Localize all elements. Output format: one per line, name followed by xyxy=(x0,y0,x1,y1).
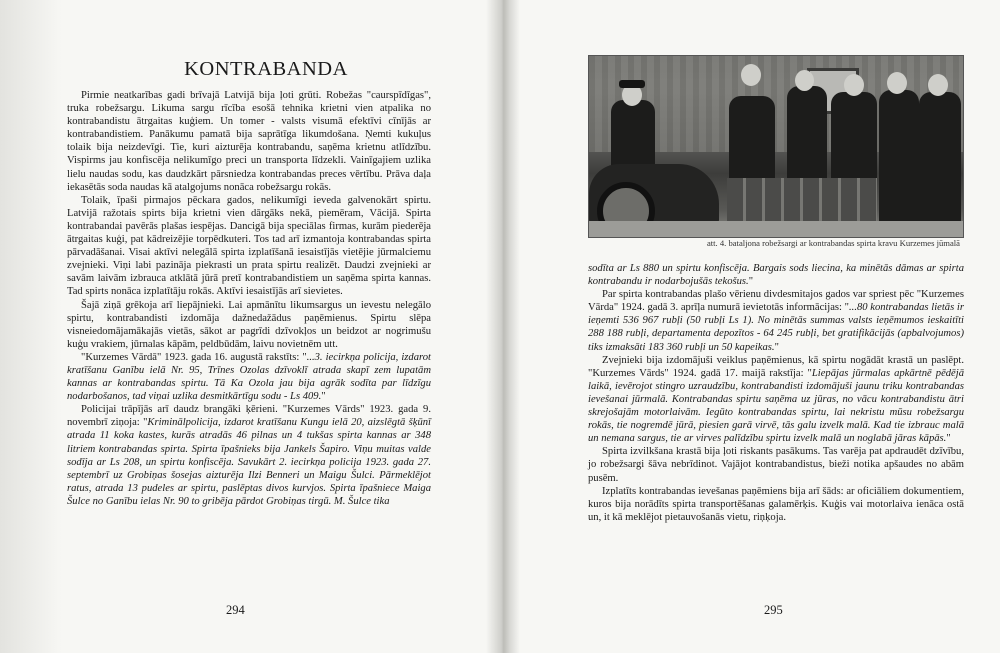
photo-face xyxy=(795,70,814,91)
quoted-newspaper-text: ...80 kontrabandas lietās ir ieņemti 536 967 rubļi (50 rubļi Ls 1). No minētās summas valsts ieņēmumos ieskaitīti 288 188 rubļi, departamenta depozītos - 64 245 rubļi, bet gratifikācijās (apbalvojumos) tiks izmaksāti 183 360 rubļi un 50 kapeikas. xyxy=(588,302,964,353)
paragraph-text: " xyxy=(748,276,754,288)
quoted-newspaper-text: ...3. iecirkņa policija, izdarot kratīšanu Ganību ielā Nr. 95, Trīnes Ozolas dzīvoklī atrada skapī zem lupatām kannas ar kontrabandas spirtu. Tā Ka Ozola jau bija agrāk sodīta par līdzīgu nodarbošanos, tad viņai uzlika desmitkārtīgu sodu - Ls 409. xyxy=(67,351,431,403)
paragraph-text: " xyxy=(774,341,779,353)
book-gutter xyxy=(486,0,520,653)
body-paragraph: Šajā ziņā grēkoja arī liepājnieki. Lai apmānītu likumsargus un ievestu nelegālo spirtu, kontrabandisti izdomāja dažnedažādus paņēmienus. Spirtu slēpa visneiedomājamākajās vietās, sākot ar pagrīdi dzīvokļos un beidzot ar nogrimušu kuģu vrakiem, jūrnalas kāpām, peldbūdām, laivu novietnēm utt. xyxy=(67,299,431,350)
quoted-newspaper-text: sodīta ar Ls 880 un spirtu konfiscēja. Bargais sods liecina, ka minētās dāmas ar spirta kontrabandu ir nodarbojušās tekošus. xyxy=(588,263,964,288)
historical-photo xyxy=(588,55,964,238)
photo-figure xyxy=(879,90,919,232)
right-page xyxy=(520,0,1000,653)
photo-face xyxy=(844,74,864,96)
body-paragraph: Pirmie neatkarības gadi brīvajā Latvijā bija ļoti grūti. Robežas "caurspīdīgas", truka robežsargu. Likuma sargu rīcība esošā tehnika krietni vien atpalika no kontrabandistu ātrgaitas kuģiem. Un tomer - valsts visumā efektīvi cīnījās ar kontrabandistiem. Panākumu pamatā bija saprātīga likumdošana. Ņemti kukuļus tolaik bija neizdevīgi. Tie, kuri aizturēja kontrabandu, saņēma krietnu atlīdzību. Vispirms jau konfiscēja nelikumīgo preci un transporta līdzekli. Vainīgajiem uzlika lielu naudas sodu, kas daudzkārt pārsniedza kontrabandas preces vērtību. Prāva daļa iekasētās soda naudas kā atalgojums nonāca robežsargu rokās. xyxy=(67,90,431,193)
quoted-newspaper-text: Liepājas jūrmalas apkārtnē pēdējā laikā, ievērojot stingro uzraudzību, kontrabandisti izdomājuši jaunu triku kontrabandas ievešanai jūrmalā. Kontrabandas spirtu saņēma uz jūras, no vācu kontrabandistu ātri skrejošajām motorlaivām. Iegūto kontrabandas spirtu, lai nekristu mūsu robežsargu rokās, tie nogremdē jūrā, piesien garā virvē, tās galu izvelk malā. Kad tie izbrauc malā un nemana sargus, tie ar virves palīdzību spirtu izvelk malā un noglabā jāras kāpās. xyxy=(588,367,965,445)
photo-caption: att. 4. bataljona robežsargi ar kontrabandas spirta kravu Kurzemes jūmalā xyxy=(706,238,960,248)
body-paragraph: Spirta izvilkšana krastā bija ļoti riskants pasākums. Tas varēja pat apdraudēt dzīvību, jo robežsargi šāva nebrīdinot. Vajājot kontrabandistus, bieži notika apšaudes no abām pusēm. xyxy=(588,446,964,484)
photo-cap xyxy=(619,80,645,88)
photo-figure xyxy=(919,92,961,232)
body-paragraph: Izplatīts kontrabandas ievešanas paņēmiens bija arī šāds: ar oficiāliem dokumentiem, kuros bija norādīts spirta transportēšanas galamērķis. Kuģis vai motorlaiva ienāca ostā un, it kā meklējot pietauvošanās vietu, riņķoja. xyxy=(588,485,964,523)
paragraph-text: Par spirta kontrabandas plašo vērienu divdesmitajos gados var spriest pēc "Kurzemes Vārda" 1924. gadā 3. aprīļa numurā ievietotās informācijas: " xyxy=(588,289,964,314)
paragraph-text: "Kurzemes Vārdā" 1923. gada 16. augustā rakstīts: " xyxy=(81,351,307,363)
left-text-column xyxy=(67,89,431,508)
body-paragraph xyxy=(588,354,964,446)
body-paragraph xyxy=(67,403,431,508)
paragraph-text: " xyxy=(321,391,326,403)
photo-ground xyxy=(589,221,963,237)
body-paragraph xyxy=(67,351,431,403)
quoted-newspaper-text: Kriminālpolicija, izdarot kratīšanu Kungu ielā 20, aizslēgtā šķūnī atrada 11 koka kastes, kurās atradās 46 pilnas un 4 tukšas spirta kannas ar 348 litriem kontrabandas spirta. Spirta īpašnieks bija Jankels Šapiro. Viņu muitas valde sodīja ar Ls 208, un spirtu konfiscēja. Savukārt 2. iecirkņa policija 1923. gada 27. septembrī uz Grobiņas šosejas aizturēja Ilzi Benneri un Maigu Šulci. Pārmeklējot ratus, atrada 13 pudeles ar spirtu, paslēptas divos kurvjos. Spirta īpašniece Maiga Šulce no Ganību ielas Nr. 90 to gribēja pārdot Grobiņas tirgū. M. Šulce tika xyxy=(67,417,431,507)
photo-figure xyxy=(787,86,827,182)
photo-face xyxy=(887,72,907,94)
body-paragraph xyxy=(588,288,964,353)
photo-figure xyxy=(729,96,775,186)
photo-face xyxy=(928,74,948,96)
paragraph-text: " xyxy=(946,433,951,445)
paragraph-text: Zvejnieki bija izdomājuši veiklus paņēmienus, kā spirtu nogādāt krastā un paslēpt. "Kurzemes Vārds" 1924. gadā 17. maijā rakstīja: " xyxy=(588,354,964,379)
page-number-left: 294 xyxy=(226,603,245,617)
body-paragraph xyxy=(588,262,964,288)
page-number-right: 295 xyxy=(764,603,783,617)
left-page xyxy=(0,0,486,653)
photo-face xyxy=(741,64,761,86)
page-edge-shadow xyxy=(0,0,62,653)
body-paragraph: Tolaik, īpaši pirmajos pēckara gados, nelikumīgi ieveda galvenokārt spirtu. Latvijā ražotais spirts bija krietni vien dārgāks nekā, piemēram, Vācijā. Spirta kontrabandai pavērās plašas iespējas. Dancigā bija speciālas firmas, kurām piederēja ātrgaitas kuģi, pat kādreizējie torpēdkuteri. Tos tad arī izmantoja kontrabandas spirta pārvadāšanai. Visai aktīvi nelegālā spirta izplatīšanā iesaistījās vietējie jūrmalciemu zvejnieki. Viņi labi pazināja piekrasti un prata spirtu realizēt. Daudzi zvejnieki ar savām laivām izbrauca atklātā jūrā pretī kontrabandistiem un saņēma spirta kannas. Tad spirts nonāca izplatītāju rokās. Aktīvi iesaistījās arī sievietes. xyxy=(67,194,431,298)
right-text-column xyxy=(588,262,964,524)
paragraph-text: Policijai trāpījās arī daudz brangāki ķērieni. "Kurzemes Vārds" 1923. gada 9. novembrī ziņoja: " xyxy=(67,404,431,429)
chapter-title: KONTRABANDA xyxy=(184,58,348,80)
